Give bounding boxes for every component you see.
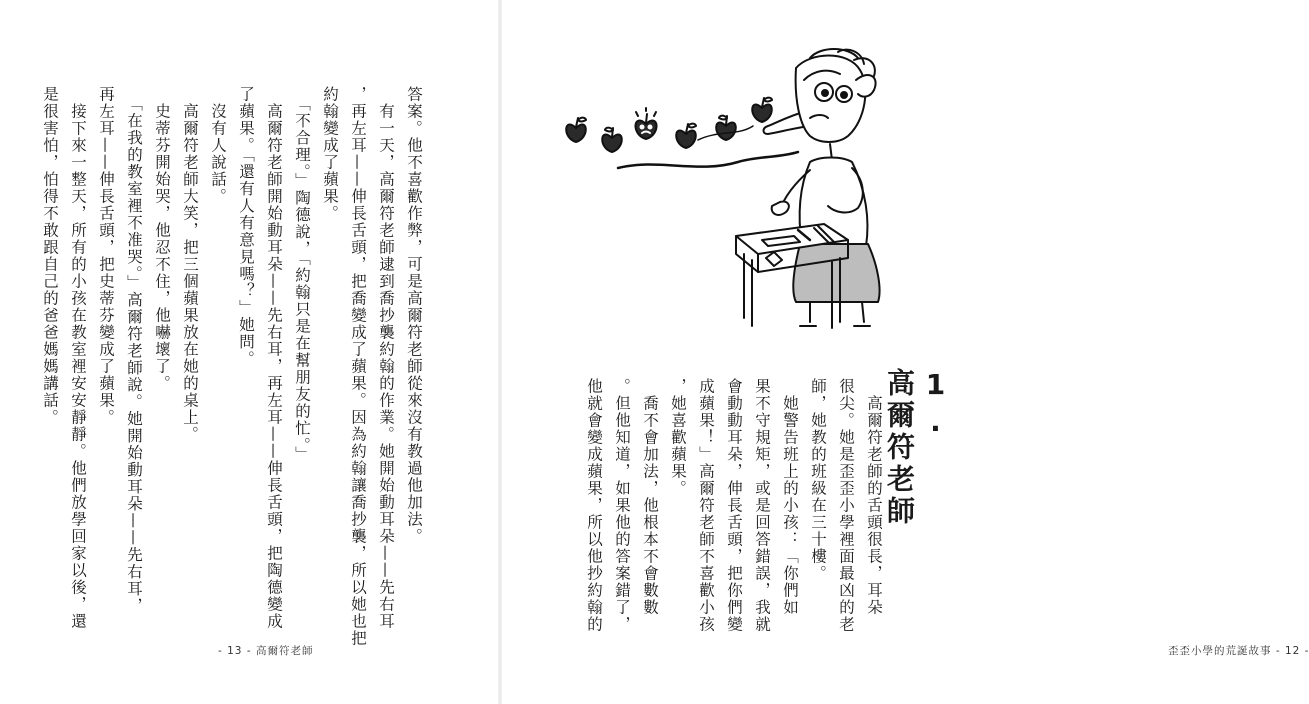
paragraph: 。但他知道，如果他的答案錯了， bbox=[613, 378, 631, 633]
paragraph: 成蘋果！」高爾符老師不喜歡小孩 bbox=[697, 378, 715, 633]
teacher-illustration bbox=[548, 40, 908, 340]
left-page bbox=[0, 0, 500, 704]
paragraph: 接下來一整天，所有的小孩在教室裡安安靜靜。他們放學回家以後，還 bbox=[69, 86, 87, 630]
left-page-body bbox=[36, 86, 428, 647]
paragraph: 再左耳——伸長舌頭，把史蒂芬變成了蘋果。 bbox=[97, 86, 115, 426]
paragraph: 喬不會加法，他根本不會數數 bbox=[641, 378, 659, 616]
teacher-figure bbox=[764, 49, 880, 326]
apple-icon bbox=[716, 116, 736, 140]
paragraph: 有一天，高爾符老師逮到喬抄襲約翰的作業。她開始動耳朵——先右耳 bbox=[377, 86, 395, 630]
chapter-heading bbox=[879, 368, 952, 528]
page-footer-right: 歪歪小學的荒誕故事 - 12 - bbox=[1168, 645, 1309, 657]
paragraph: 是很害怕，怕得不敢跟自己的爸爸媽媽講話。 bbox=[41, 86, 59, 426]
paragraph: 很尖。她是歪歪小學裡面最凶的老 bbox=[837, 378, 855, 633]
paragraph: 史蒂芬開始哭，他忍不住，他嚇壞了。 bbox=[153, 86, 171, 392]
paragraph: 「不合理。」陶德說，「約翰只是在幫朋友的忙。」 bbox=[293, 86, 311, 463]
right-page-body bbox=[580, 378, 888, 633]
paragraph: 了蘋果。「還有人有意見嗎？」她問。 bbox=[237, 86, 255, 368]
paragraph: ，再左耳——伸長舌頭，把喬變成了蘋果。因為約翰讓喬抄襲，所以她也把 bbox=[349, 86, 367, 647]
apple-icon bbox=[602, 128, 622, 152]
paragraph: 高爾符老師大笑，把三個蘋果放在她的桌上。 bbox=[181, 86, 199, 443]
paragraph: 師，她教的班級在三十樓。 bbox=[809, 378, 827, 582]
chapter-number: 1. bbox=[919, 368, 952, 442]
paragraph: 答案。他不喜歡作弊，可是高爾符老師從來沒有教過他加法。 bbox=[405, 86, 423, 545]
apple-icon bbox=[566, 118, 586, 142]
paragraph: 約翰變成了蘋果。 bbox=[321, 86, 339, 222]
paragraph: ，她喜歡蘋果。 bbox=[669, 378, 687, 497]
paragraph: 會動動耳朵，伸長舌頭，把你們變 bbox=[725, 378, 743, 633]
paragraph: 他就會變成蘋果，所以他抄約翰的 bbox=[585, 378, 603, 633]
page-footer-left: - 13 - 高爾符老師 bbox=[218, 645, 314, 657]
apple-icon bbox=[635, 108, 656, 139]
paragraph: 沒有人說話。 bbox=[209, 86, 227, 205]
paragraph: 果不守規矩，或是回答錯誤，我就 bbox=[753, 378, 771, 633]
paragraph: 高爾符老師的舌頭很長，耳朵 bbox=[865, 378, 883, 616]
apple-icon bbox=[676, 124, 696, 148]
apple-icon bbox=[752, 98, 772, 122]
paragraph: 「在我的教室裡不准哭。」高爾符老師說。她開始動耳朵——先右耳， bbox=[125, 86, 143, 615]
paragraph: 她警告班上的小孩：「你們如 bbox=[781, 378, 799, 616]
chapter-title: 高爾符老師 bbox=[883, 368, 916, 528]
paragraph: 高爾符老師開始動耳朵——先右耳，再左耳——伸長舌頭，把陶德變成 bbox=[265, 86, 283, 630]
teacher-desk bbox=[736, 224, 848, 328]
